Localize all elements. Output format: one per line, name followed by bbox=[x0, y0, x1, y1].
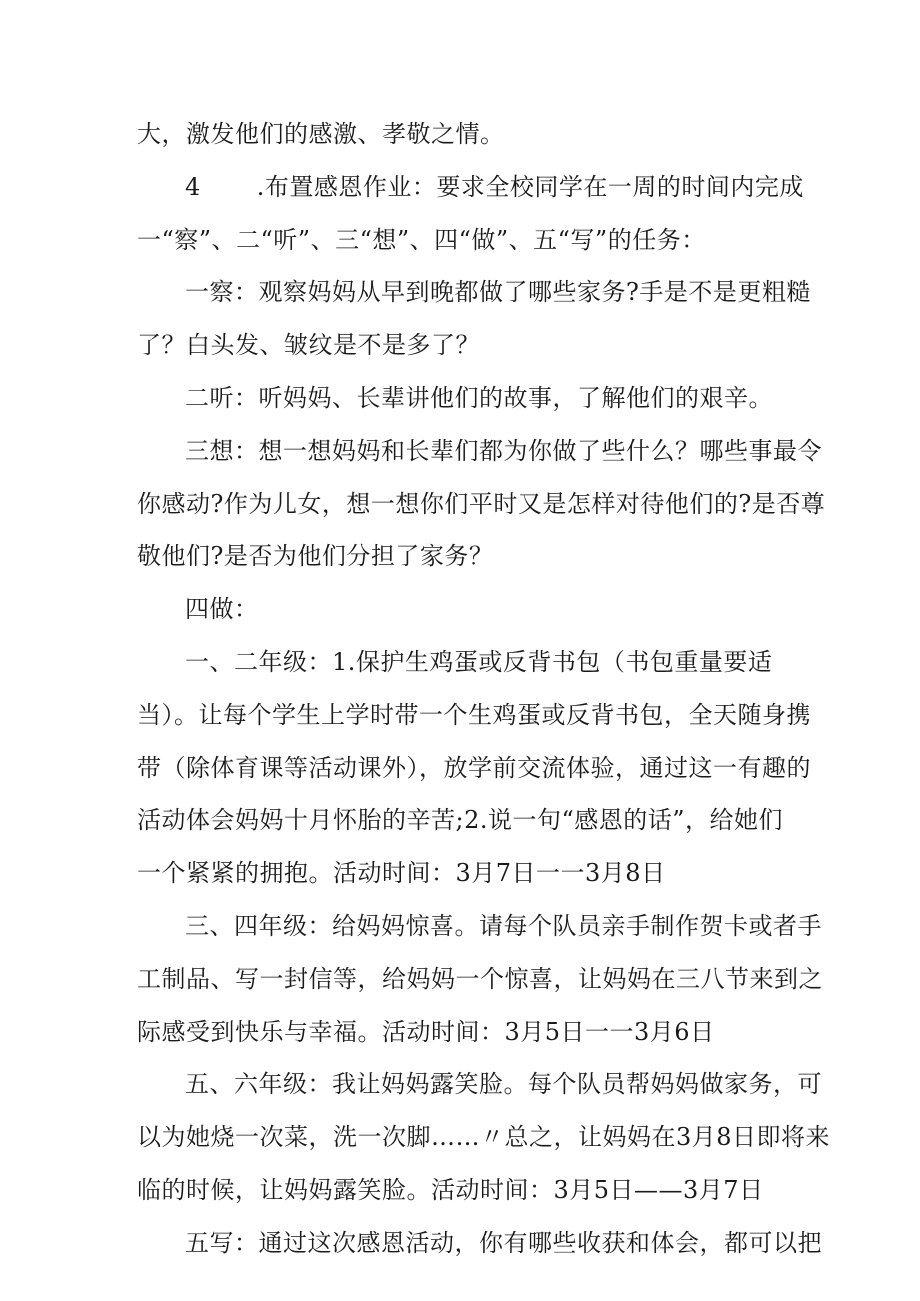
text-line: 二听：听妈妈、长辈讲他们的故事，了解他们的艰辛。 bbox=[185, 383, 773, 412]
text-line: 五、六年级：我让妈妈露笑脸。每个队员帮妈妈做家务，可 bbox=[185, 1070, 822, 1099]
text-line: 带（除体育课等活动课外），放学前交流体验，通过这一有趣的 bbox=[137, 753, 811, 782]
text-line: 了？白头发、皱纹是不是多了？ bbox=[137, 331, 480, 360]
document-body bbox=[137, 108, 831, 1270]
text-line: 五写：通过这次感恩活动，你有哪些收获和体会，都可以把 bbox=[185, 1228, 822, 1257]
text-line: 敬他们?是否为他们分担了家务？ bbox=[137, 542, 494, 571]
text-line: 大，激发他们的感激、孝敬之情。 bbox=[137, 120, 505, 148]
text-line: 活动体会妈妈十月怀胎的辛苦;2.说一句“感恩的话”，给她们 bbox=[137, 806, 784, 835]
text-line: 一“察”、二“听”、三“想”、四“做”、五“写”的任务： bbox=[137, 225, 706, 254]
text-line: 一察：观察妈妈从早到晚都做了哪些家务?手是不是更粗糙 bbox=[185, 278, 811, 307]
item-number: 4 bbox=[185, 172, 201, 201]
text-line: 临的时候，让妈妈露笑脸。活动时间：3月5日——3月7日 bbox=[137, 1175, 764, 1204]
text-line: 三、四年级：给妈妈惊喜。请每个队员亲手制作贺卡或者手 bbox=[185, 911, 822, 940]
text-line: 一个紧紧的拥抱。活动时间：3月7日一一3月8日 bbox=[137, 859, 666, 888]
text-line: 当）。让每个学生上学时带一个生鸡蛋或反背书包，全天随身携 bbox=[137, 700, 811, 729]
text-line: 你感动?作为儿女，想一想你们平时又是怎样对待他们的?是否尊 bbox=[137, 489, 826, 518]
text-line: 工制品、写一封信等，给妈妈一个惊喜，让妈妈在三八节来到之 bbox=[137, 964, 823, 993]
text-line: 一、二年级：1.保护生鸡蛋或反背书包（书包重量要适 bbox=[185, 647, 773, 676]
text-line-numbered bbox=[137, 161, 804, 214]
text-line: 际感受到快乐与幸福。活动时间：3月5日一一3月6日 bbox=[137, 1017, 715, 1046]
text-line: 三想：想一想妈妈和长辈们都为你做了些什么？哪些事最令 bbox=[185, 436, 822, 465]
item-text: .布置感恩作业：要求全校同学在一周的时间内完成 bbox=[256, 172, 804, 201]
text-line: 以为她烧一次菜，洗一次脚……〃总之，让妈妈在3月8日即将来 bbox=[137, 1123, 831, 1152]
text-line: 四做： bbox=[185, 595, 259, 624]
